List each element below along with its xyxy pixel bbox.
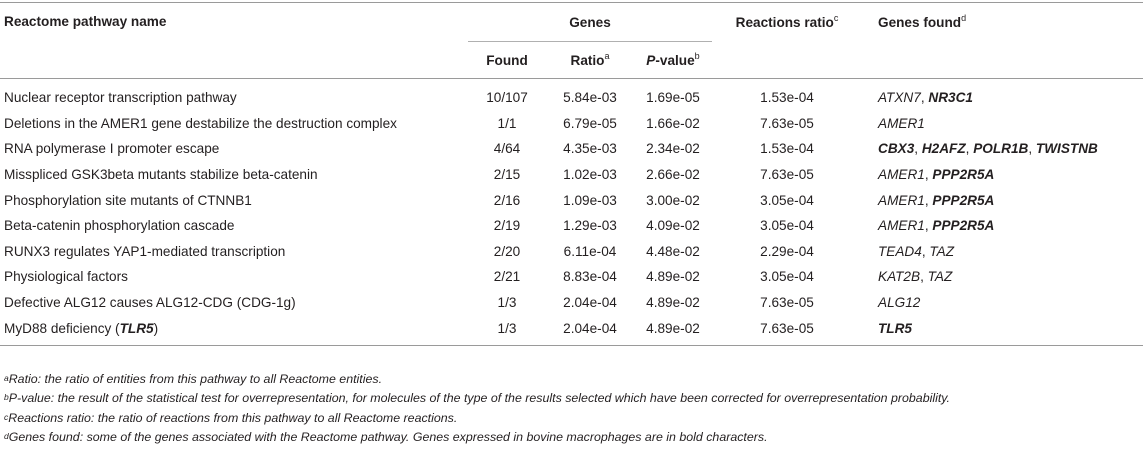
cell-pathway-name [0, 111, 468, 137]
table-row [0, 315, 1143, 345]
cell-genes-found [862, 111, 1143, 137]
cell-genes-found [862, 79, 1143, 111]
cell-pathway-name [0, 264, 468, 290]
cell-reactions-ratio: 7.63e-05 [760, 115, 814, 131]
header-row-1 [0, 3, 1143, 42]
cell-pvalue: 1.69e-05 [646, 90, 700, 106]
cell-pvalue: 4.89e-02 [646, 320, 700, 336]
header-pvalue [634, 42, 712, 79]
cell-reactions-ratio: 1.53e-04 [760, 141, 814, 157]
header-genes-group-label: Genes [569, 14, 611, 30]
gene-name: ALG12 [878, 295, 921, 311]
table-row [0, 136, 1143, 162]
pathway-name-text: Misspliced GSK3beta mutants stabilize beta-catenin [4, 167, 318, 183]
cell-pathway-name [0, 79, 468, 111]
pathway-name-close: ) [153, 320, 159, 336]
cell-found: 2/21 [493, 269, 521, 285]
gene-separator: , [924, 167, 933, 183]
footnote [4, 409, 950, 428]
gene-name: PPP2R5A [932, 218, 995, 234]
footnote-marker: c [4, 411, 9, 422]
table-body [0, 79, 1143, 346]
header-pvalue-p: P [646, 52, 656, 68]
gene-name: NR3C1 [928, 90, 973, 106]
cell-pathway-name [0, 213, 468, 239]
pathway-name-text: RNA polymerase I promoter escape [4, 141, 220, 157]
footnote-marker: b [4, 392, 9, 403]
cell-pathway-name [0, 187, 468, 213]
cell-pvalue: 4.09e-02 [646, 218, 700, 234]
pathway-table [0, 2, 1143, 346]
footnote-text: Ratio: the ratio of entities from this pathway to all Reactome entities. [8, 372, 383, 386]
header-genes-group [468, 3, 712, 42]
cell-pathway-name [0, 315, 468, 345]
table-row [0, 264, 1143, 290]
footnotes [4, 370, 950, 448]
cell-reactions-ratio: 7.63e-05 [760, 295, 814, 311]
pathway-name-text: Defective ALG12 causes ALG12-CDG (CDG-1g) [4, 295, 296, 311]
gene-name: PPP2R5A [932, 192, 995, 208]
gene-name: ATXN7 [878, 90, 921, 106]
cell-genes-found [862, 136, 1143, 162]
table-row [0, 111, 1143, 137]
cell-pvalue: 2.66e-02 [646, 167, 700, 183]
header-pathway [0, 3, 468, 79]
header-found-label: Found [486, 52, 528, 68]
cell-genes-found [862, 264, 1143, 290]
cell-genes-found [862, 290, 1143, 316]
cell-pathway-name [0, 162, 468, 188]
header-pvalue-sup: b [694, 50, 700, 61]
gene-name: TLR5 [878, 320, 912, 336]
cell-found: 2/15 [493, 167, 521, 183]
cell-found: 10/107 [486, 90, 528, 106]
gene-name: POLR1B [973, 141, 1029, 157]
header-reactions-ratio-sup: c [833, 12, 839, 23]
cell-reactions-ratio: 1.53e-04 [760, 90, 814, 106]
cell-found: 1/3 [497, 320, 517, 336]
table-row [0, 290, 1143, 316]
cell-found: 1/1 [497, 115, 517, 131]
footnote [4, 370, 950, 389]
cell-ratio: 4.35e-03 [563, 141, 617, 157]
cell-pathway-name [0, 290, 468, 316]
gene-separator: , [965, 141, 974, 157]
gene-separator: , [1028, 141, 1036, 157]
cell-genes-found [862, 213, 1143, 239]
footnote-text: P-value: the result of the statistical test for overrepresentation, for molecules of the type of the results selected which have been corrected for overrepresentation probability. [8, 391, 950, 406]
header-rr-blank [712, 42, 862, 79]
cell-genes-found [862, 315, 1143, 345]
cell-ratio: 6.79e-05 [563, 115, 617, 131]
gene-name: TAZ [929, 243, 955, 259]
gene-name: TEAD4 [878, 243, 922, 259]
cell-ratio: 2.04e-04 [563, 320, 617, 336]
header-genes-found-sup: d [961, 12, 967, 23]
footnote [4, 428, 950, 447]
cell-ratio: 2.04e-04 [563, 295, 617, 311]
cell-ratio: 6.11e-04 [563, 243, 617, 259]
pathway-name-text: Beta-catenin phosphorylation cascade [4, 218, 235, 234]
cell-reactions-ratio: 3.05e-04 [760, 192, 814, 208]
pathway-name-text: Phosphorylation site mutants of CTNNB1 [4, 192, 252, 208]
header-ratio-sup: a [604, 50, 610, 61]
cell-genes-found [862, 187, 1143, 213]
cell-ratio: 1.02e-03 [563, 167, 617, 183]
header-ratio-label: Ratio [570, 52, 605, 68]
cell-pvalue: 3.00e-02 [646, 192, 700, 208]
gene-name: AMER1 [878, 115, 925, 131]
table-row [0, 162, 1143, 188]
table-row [0, 239, 1143, 265]
cell-pathway-name [0, 239, 468, 265]
cell-reactions-ratio: 7.63e-05 [760, 320, 814, 336]
pathway-name-text: Nuclear receptor transcription pathway [4, 90, 237, 106]
footnote-text: Reactions ratio: the ratio of reactions from this pathway to all Reactome reactions. [8, 410, 458, 425]
gene-separator: , [920, 90, 929, 106]
gene-separator: , [920, 269, 928, 285]
cell-pvalue: 4.48e-02 [646, 243, 700, 259]
gene-separator: , [914, 141, 922, 157]
cell-genes-found [862, 162, 1143, 188]
cell-reactions-ratio: 3.05e-04 [760, 269, 814, 285]
cell-ratio: 8.83e-04 [563, 269, 617, 285]
table-row [0, 213, 1143, 239]
cell-pathway-name [0, 136, 468, 162]
cell-ratio: 1.09e-03 [563, 192, 617, 208]
cell-reactions-ratio: 7.63e-05 [760, 167, 814, 183]
footnote [4, 389, 950, 408]
cell-found: 2/16 [493, 192, 521, 208]
cell-pvalue: 4.89e-02 [646, 269, 700, 285]
gene-name: PPP2R5A [932, 167, 995, 183]
header-reactions-ratio [712, 3, 862, 42]
footnote-marker: d [4, 431, 9, 442]
cell-pvalue: 1.66e-02 [646, 115, 700, 131]
gene-name: H2AFZ [921, 141, 966, 157]
gene-name: TWISTNB [1035, 141, 1098, 157]
pathway-name-text: Deletions in the AMER1 gene destabilize the destruction complex [4, 115, 397, 131]
gene-name: AMER1 [878, 218, 925, 234]
cell-found: 2/19 [493, 218, 521, 234]
pathway-name-text: RUNX3 regulates YAP1-mediated transcription [4, 243, 286, 259]
gene-name: KAT2B [878, 269, 921, 285]
header-genes-found [862, 3, 1143, 42]
header-pathway-label: Reactome pathway name [4, 14, 167, 29]
header-found [468, 42, 546, 79]
gene-separator: , [924, 218, 933, 234]
gene-name: AMER1 [878, 192, 925, 208]
cell-reactions-ratio: 2.29e-04 [760, 243, 814, 259]
header-ratio [546, 42, 634, 79]
pathway-name-gene: TLR5 [119, 320, 154, 336]
header-reactions-ratio-label: Reactions ratio [735, 14, 834, 30]
cell-pvalue: 2.34e-02 [646, 141, 700, 157]
header-genes-blank [862, 42, 1143, 79]
gene-name: AMER1 [878, 167, 925, 183]
cell-reactions-ratio: 3.05e-04 [760, 218, 814, 234]
gene-name: CBX3 [878, 141, 915, 157]
cell-found: 2/20 [493, 243, 521, 259]
cell-found: 1/3 [497, 295, 517, 311]
pathway-name-text: Physiological factors [4, 269, 128, 285]
cell-ratio: 1.29e-03 [563, 218, 617, 234]
header-genes-found-label: Genes found [878, 14, 962, 30]
footnote-text: Genes found: some of the genes associated with the Reactome pathway. Genes expressed in bovine macrophages are in bold characters. [8, 430, 768, 445]
table-row [0, 79, 1143, 111]
table-row [0, 187, 1143, 213]
pathway-name-text: MyD88 deficiency ( [4, 320, 120, 336]
cell-ratio: 5.84e-03 [563, 90, 617, 106]
footnote-marker: a [4, 373, 9, 383]
gene-name: TAZ [927, 269, 953, 285]
gene-separator: , [924, 192, 933, 208]
cell-found: 4/64 [493, 141, 521, 157]
header-pvalue-label: -value [655, 52, 695, 68]
cell-genes-found [862, 239, 1143, 265]
gene-separator: , [921, 243, 930, 259]
cell-pvalue: 4.89e-02 [646, 295, 700, 311]
